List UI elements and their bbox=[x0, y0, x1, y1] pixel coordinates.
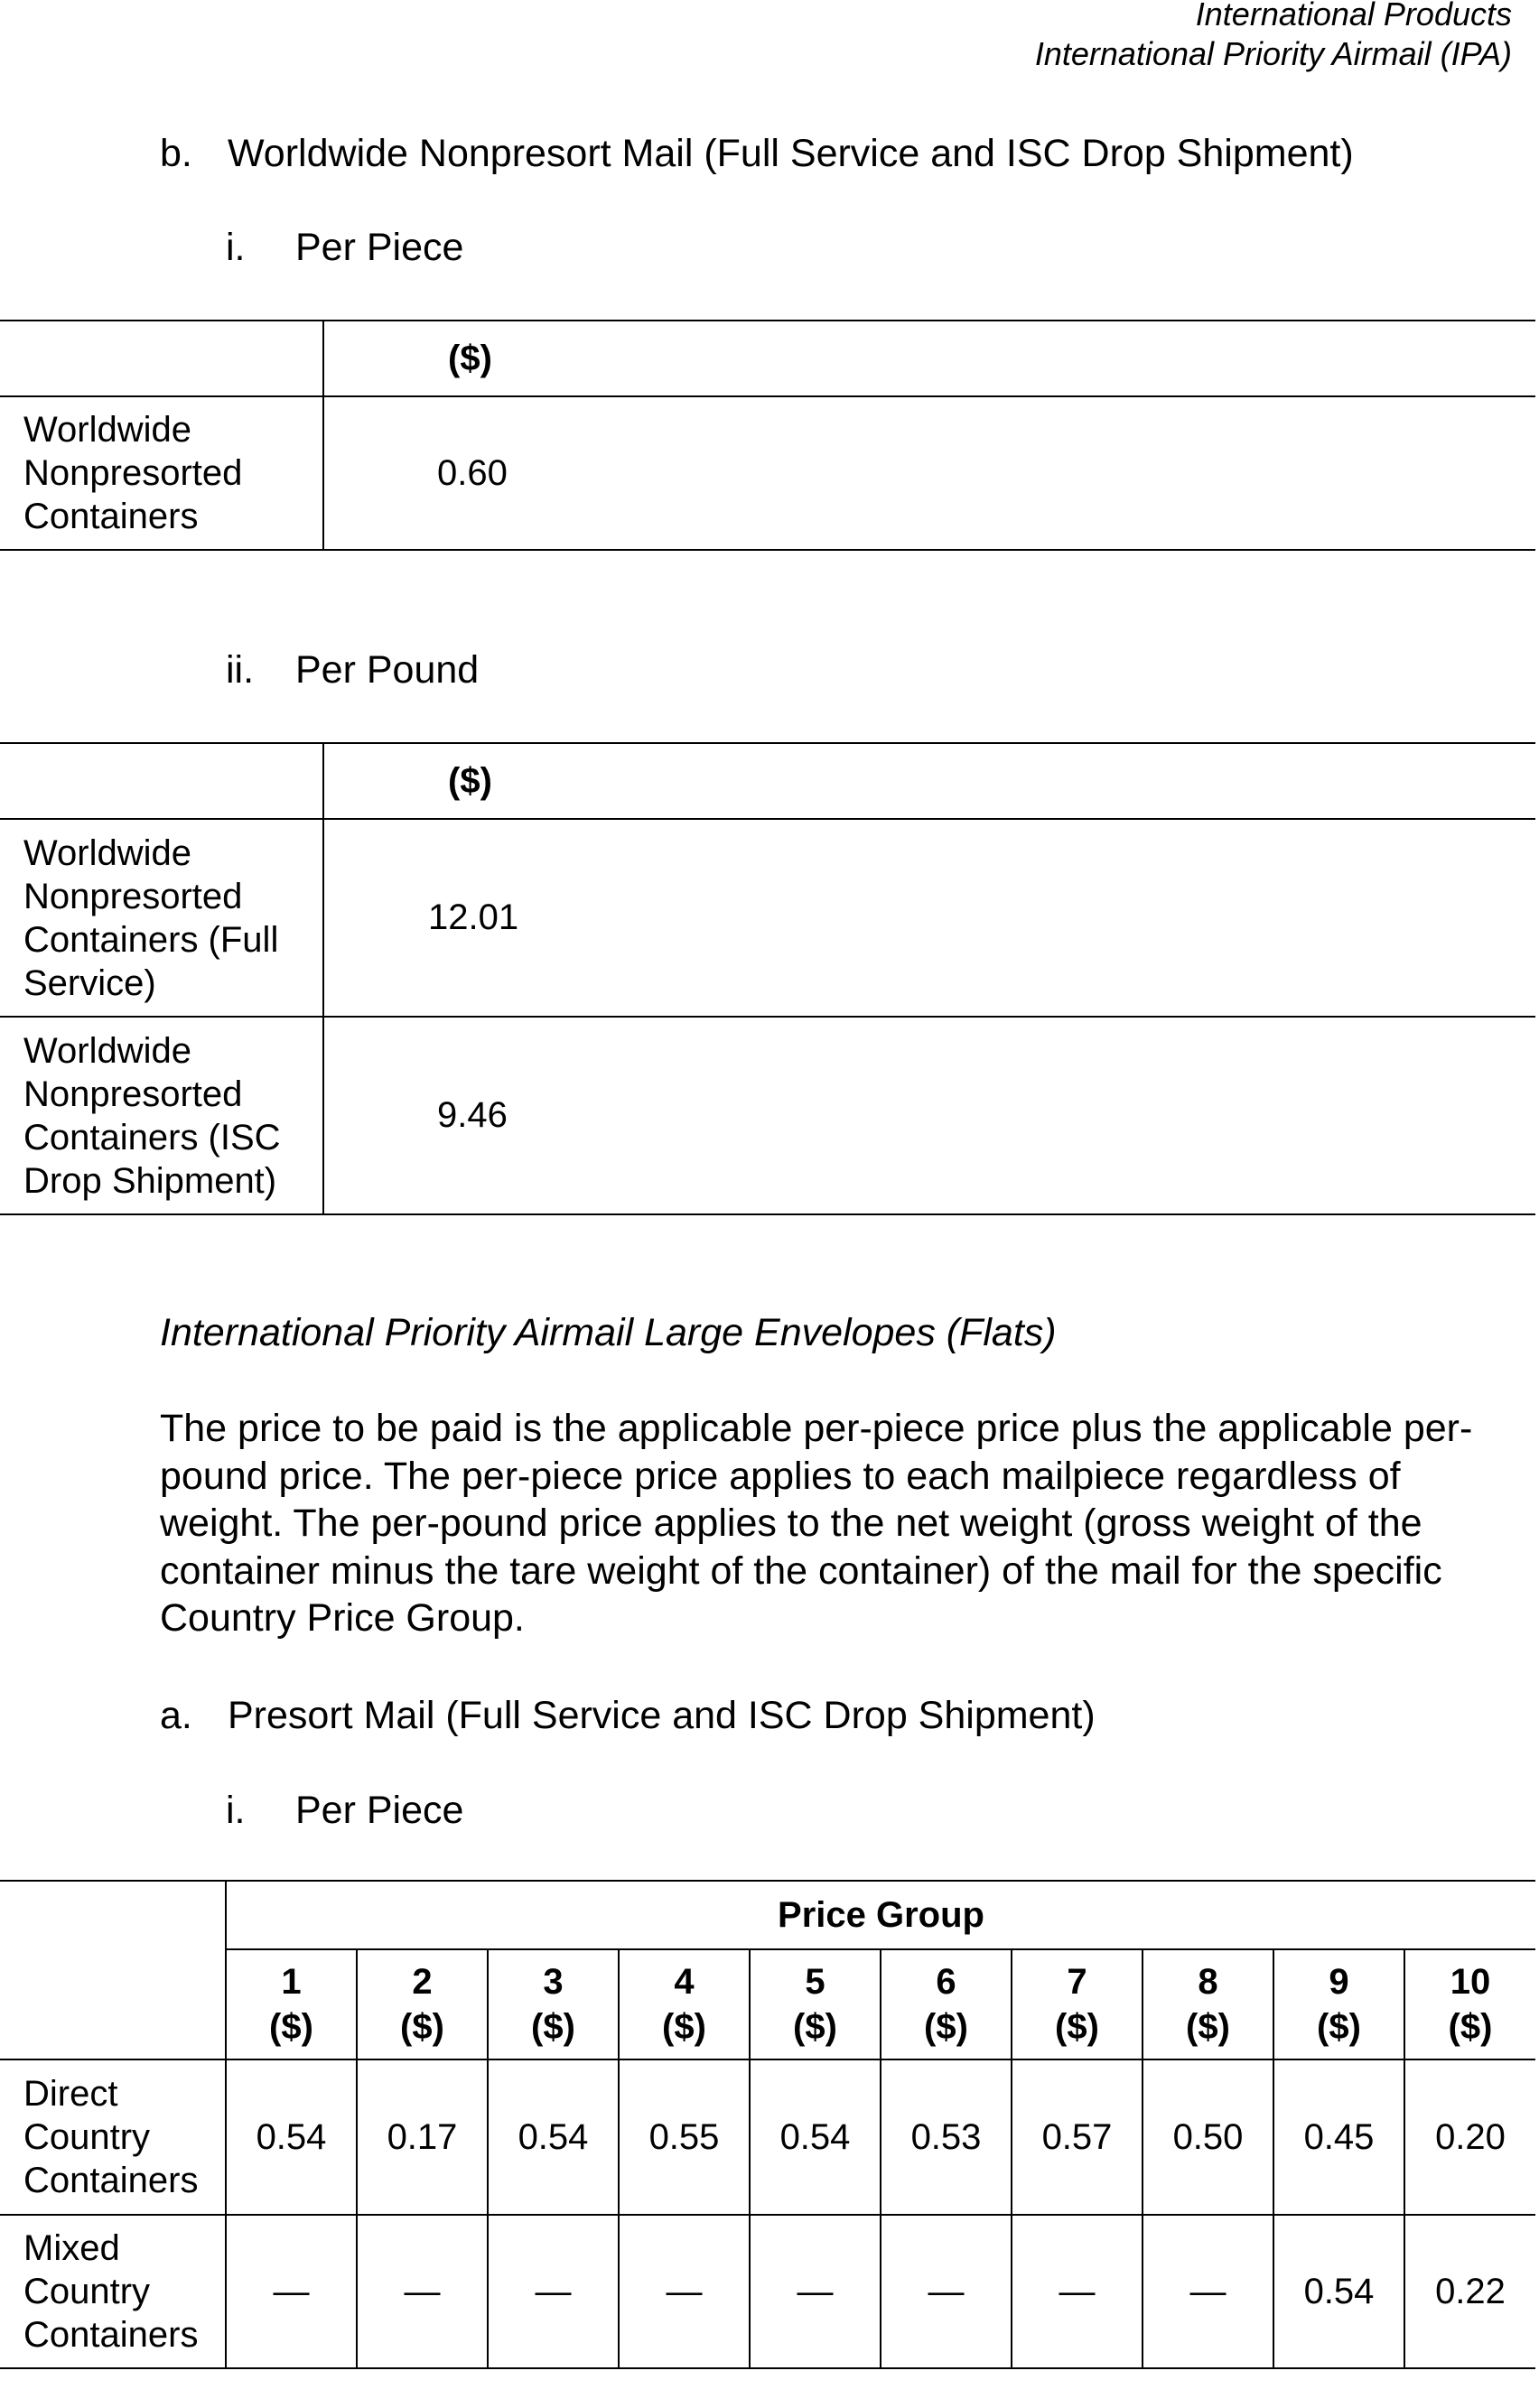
large-envelopes-title: International Priority Airmail Large Envelopes (Flats) bbox=[160, 1311, 1057, 1354]
section-a-title: Presort Mail (Full Service and ISC Drop Shipment) bbox=[228, 1694, 1096, 1737]
row-label-line: Nonpresorted bbox=[23, 876, 243, 916]
group-unit: ($) bbox=[1186, 2007, 1230, 2047]
group-unit: ($) bbox=[924, 2007, 968, 2047]
price-cell: — bbox=[357, 2215, 488, 2368]
price-group-column-1 bbox=[226, 1949, 357, 2059]
price-cell: — bbox=[488, 2215, 619, 2368]
row-label-line: Service) bbox=[23, 962, 156, 1003]
subheading-label: Per Piece bbox=[295, 226, 464, 269]
row-label-line: Worldwide bbox=[23, 410, 191, 450]
price-cell: 12.01 bbox=[323, 819, 1535, 1017]
group-unit: ($) bbox=[1055, 2007, 1099, 2047]
price-cell: 0.60 bbox=[323, 396, 1535, 550]
price-cell: — bbox=[881, 2215, 1012, 2368]
column-header: ($) bbox=[323, 321, 1535, 396]
header-line-1: International Products bbox=[1195, 0, 1512, 33]
group-number: 8 bbox=[1198, 1962, 1218, 2002]
large-envelopes-paragraph: The price to be paid is the applicable per-piece price plus the applicable per-pound price. The per-piece price applies to each mailpiece regardless of weight. The per-pound price applies to the net weight (gross weight of the container minus the tare weight of the container) of the mail for the specific Country Price Group. bbox=[160, 1407, 1473, 1640]
group-number: 2 bbox=[412, 1962, 433, 2002]
empty-corner-cell bbox=[0, 321, 323, 396]
row-header bbox=[0, 2215, 226, 2368]
price-cell: — bbox=[1143, 2215, 1273, 2368]
section-b-letter: b. bbox=[160, 132, 192, 175]
price-group-column-7 bbox=[1012, 1949, 1143, 2059]
table-row bbox=[0, 2215, 1535, 2368]
price-cell: 0.54 bbox=[488, 2059, 619, 2215]
empty-corner-cell bbox=[0, 1881, 226, 1949]
price-group-column-2 bbox=[357, 1949, 488, 2059]
price-cell: 0.50 bbox=[1143, 2059, 1273, 2215]
group-unit: ($) bbox=[269, 2007, 313, 2047]
section-b-per-pound-heading bbox=[226, 646, 479, 693]
price-cell: 0.45 bbox=[1273, 2059, 1404, 2215]
row-label-line: Containers (ISC bbox=[23, 1117, 281, 1158]
subheading-label: Per Piece bbox=[295, 1789, 464, 1832]
section-a-heading bbox=[160, 1692, 1096, 1739]
price-cell: 0.20 bbox=[1404, 2059, 1535, 2215]
price-group-column-9 bbox=[1273, 1949, 1404, 2059]
price-cell: 0.22 bbox=[1404, 2215, 1535, 2368]
column-header: ($) bbox=[323, 743, 1535, 819]
price-cell: — bbox=[1012, 2215, 1143, 2368]
subheading-label: Per Pound bbox=[295, 648, 480, 692]
price-group-column-4 bbox=[619, 1949, 750, 2059]
price-cell: 0.57 bbox=[1012, 2059, 1143, 2215]
row-label-line: Direct bbox=[23, 2074, 118, 2114]
price-group-header: Price Group bbox=[226, 1881, 1535, 1949]
section-b-per-piece-heading bbox=[226, 224, 463, 271]
group-number: 4 bbox=[674, 1962, 695, 2002]
section-b-heading bbox=[160, 130, 1354, 177]
row-label-line: Containers bbox=[23, 497, 199, 536]
price-cell: 0.54 bbox=[750, 2059, 881, 2215]
section-a-per-piece-heading bbox=[226, 1787, 463, 1834]
numeral: i. bbox=[226, 226, 246, 269]
price-cell: 0.53 bbox=[881, 2059, 1012, 2215]
row-label-line: Worldwide bbox=[23, 1030, 191, 1071]
price-group-column-3 bbox=[488, 1949, 619, 2059]
row-label-line: Mixed bbox=[23, 2228, 120, 2268]
price-group-column-5 bbox=[750, 1949, 881, 2059]
table-column-header-row bbox=[0, 1949, 1535, 2059]
group-number: 5 bbox=[805, 1962, 825, 2002]
price-group-column-10 bbox=[1404, 1949, 1535, 2059]
row-label-line: Containers (Full bbox=[23, 919, 279, 960]
group-number: 10 bbox=[1450, 1962, 1491, 2002]
row-label-line: Nonpresorted bbox=[23, 453, 243, 493]
price-cell: 0.54 bbox=[1273, 2215, 1404, 2368]
numeral: ii. bbox=[226, 648, 255, 692]
presort-per-piece-table bbox=[0, 1880, 1535, 2369]
price-group-column-6 bbox=[881, 1949, 1012, 2059]
table-row bbox=[0, 1017, 1535, 1214]
table-row bbox=[0, 396, 1535, 550]
group-unit: ($) bbox=[1448, 2007, 1493, 2047]
table-header-row bbox=[0, 743, 1535, 819]
group-number: 6 bbox=[936, 1962, 956, 2002]
price-cell: — bbox=[226, 2215, 357, 2368]
table-header-row bbox=[0, 321, 1535, 396]
empty-corner-cell bbox=[0, 743, 323, 819]
table-row bbox=[0, 819, 1535, 1017]
nonpresort-per-pound-table bbox=[0, 742, 1535, 1215]
row-header bbox=[0, 2059, 226, 2215]
group-unit: ($) bbox=[531, 2007, 575, 2047]
group-unit: ($) bbox=[400, 2007, 444, 2047]
price-cell: 0.54 bbox=[226, 2059, 357, 2215]
section-b-title: Worldwide Nonpresort Mail (Full Service and ISC Drop Shipment) bbox=[228, 132, 1354, 175]
price-cell: 0.17 bbox=[357, 2059, 488, 2215]
price-cell: — bbox=[750, 2215, 881, 2368]
row-label-line: Worldwide bbox=[23, 832, 191, 873]
row-label-line: Nonpresorted bbox=[23, 1074, 243, 1114]
price-cell: 9.46 bbox=[323, 1017, 1535, 1214]
row-label-line: Containers bbox=[23, 2161, 199, 2200]
section-a-letter: a. bbox=[160, 1694, 192, 1737]
group-unit: ($) bbox=[793, 2007, 837, 2047]
group-unit: ($) bbox=[1317, 2007, 1361, 2047]
row-header bbox=[0, 819, 323, 1017]
row-label-line: Country bbox=[23, 2272, 151, 2311]
row-label-line: Drop Shipment) bbox=[23, 1160, 277, 1201]
page-header bbox=[1035, 0, 1512, 74]
table-group-header-row bbox=[0, 1881, 1535, 1949]
row-header bbox=[0, 396, 323, 550]
table-row bbox=[0, 2059, 1535, 2215]
group-number: 9 bbox=[1329, 1962, 1349, 2002]
row-label-line: Containers bbox=[23, 2315, 199, 2355]
group-number: 3 bbox=[543, 1962, 564, 2002]
row-label-line: Country bbox=[23, 2117, 151, 2157]
price-group-column-8 bbox=[1143, 1949, 1273, 2059]
row-header bbox=[0, 1017, 323, 1214]
numeral: i. bbox=[226, 1789, 246, 1832]
empty-corner-cell bbox=[0, 1949, 226, 2059]
group-number: 7 bbox=[1067, 1962, 1087, 2002]
price-cell: 0.55 bbox=[619, 2059, 750, 2215]
nonpresort-per-piece-table bbox=[0, 320, 1535, 551]
header-line-2: International Priority Airmail (IPA) bbox=[1034, 35, 1512, 72]
group-number: 1 bbox=[281, 1962, 302, 2002]
group-unit: ($) bbox=[662, 2007, 706, 2047]
price-cell: — bbox=[619, 2215, 750, 2368]
